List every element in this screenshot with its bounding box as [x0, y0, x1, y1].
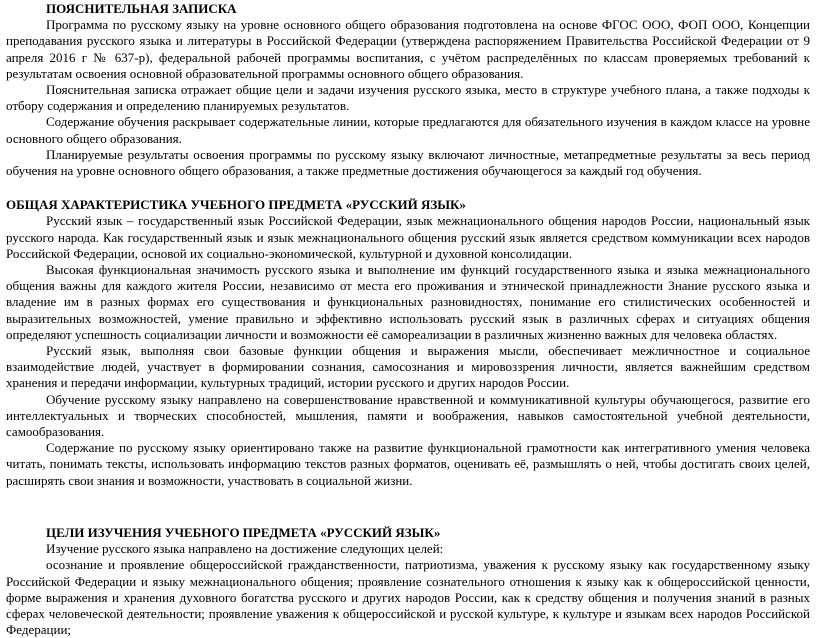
heading-general-characteristics: ОБЩАЯ ХАРАКТЕРИСТИКА УЧЕБНОГО ПРЕДМЕТА «РУССКИЙ ЯЗЫК» [6, 197, 466, 213]
paragraph: Содержание обучения раскрывает содержательные линии, которые предлагаются для обязательного изучения в каждом классе на уровне основного общего образования. [6, 114, 810, 146]
paragraph: Пояснительная записка отражает общие цели и задачи изучения русского языка, место в структуре учебного плана, а также подходы к отбору содержания и определению планируемых результатов. [6, 82, 810, 114]
paragraph: Русский язык – государственный язык Российской Федерации, язык межнационального общения народов России, национальный язык русского народа. Как государственный язык и язык межнационального общения русский язык является средством коммуникации всех народов Российской Федерации, основой их социально-экономической, культурной и духовной консолидации. [6, 213, 810, 261]
spacer [6, 489, 810, 525]
paragraph: осознание и проявление общероссийской гражданственности, патриотизма, уважения к русскому языку как государственному языку Российской Федерации и языку межнационального общения; проявление сознательного отношения к языку как к общероссийской ценности, форме выражения и хранения духовного богатства русского и других народов России, как к средству общения и получения знаний в разных сферах человеческой деятельности; проявление уважения к общероссийской и русской культуре, к культуре и языкам всех народов Российской Федерации; [6, 557, 810, 638]
paragraph: Обучение русскому языку направлено на совершенствование нравственной и коммуникативной культуры обучающегося, развитие его интеллектуальных и творческих способностей, мышления, памяти и воображения, навыков самостоятельной учебной деятельности, самообразования. [6, 391, 810, 440]
spacer [6, 179, 810, 197]
paragraph: Изучение русского языка направлено на достижение следующих целей: [46, 541, 444, 557]
paragraph: Высокая функциональная значимость русского языка и выполнение им функций государственного языка и языка межнационального общения важны для каждого жителя России, независимо от места его проживания и этнической принадлежности Знание русского языка и владение им в разных формах его существования и функциональных разновидностях, понимание его стилистических особенностей и выразительных возможностей, умение правильно и эффективно использовать русский язык в различных сферах и ситуациях общения определяют успешность социализации личности и возможности её самореализации в различных жизненно важных для человека областях. [6, 262, 810, 342]
paragraph: Русский язык, выполняя свои базовые функции общения и выражения мысли, обеспечивает межличностное и социальное взаимодействие людей, участвует в формировании сознания, самосознания и мировоззрения личности, является важнейшим средством хранения и передачи информации, культурных традиций, истории русского и других народов России. [6, 343, 810, 391]
heading-study-goals: ЦЕЛИ ИЗУЧЕНИЯ УЧЕБНОГО ПРЕДМЕТА «РУССКИЙ ЯЗЫК» [46, 524, 441, 540]
heading-explanatory-note: ПОЯСНИТЕЛЬНАЯ ЗАПИСКА [46, 1, 237, 16]
paragraph: Содержание по русскому языку ориентировано также на развитие функциональной грамотности как интегративного умения человека читать, понимать тексты, использовать информацию текстов разных форматов, оценивать её, размышлять о ней, чтобы достигать своих целей, расширять свои знания и возможности, участвовать в социальной жизни. [6, 440, 810, 488]
paragraph: Программа по русскому языку на уровне основного общего образования подготовлена на основе ФГОС ООО, ФОП ООО, Концепции преподавания русского языка и литературы в Российской Федерации (утверждена распоряжением Правительства Российской Федерации от 9 апреля 2016 г № 637-р), федеральной рабочей программы воспитания, с учётом распределённых по классам проверяемых требований к результатам освоения основной образовательной программы основного общего образования. [6, 17, 810, 81]
paragraph: Планируемые результаты освоения программы по русскому языку включают личностные, метапредметные результаты за весь период обучения на уровне основного общего образования, а также предметные достижения обучающегося за каждый год обучения. [6, 146, 810, 179]
